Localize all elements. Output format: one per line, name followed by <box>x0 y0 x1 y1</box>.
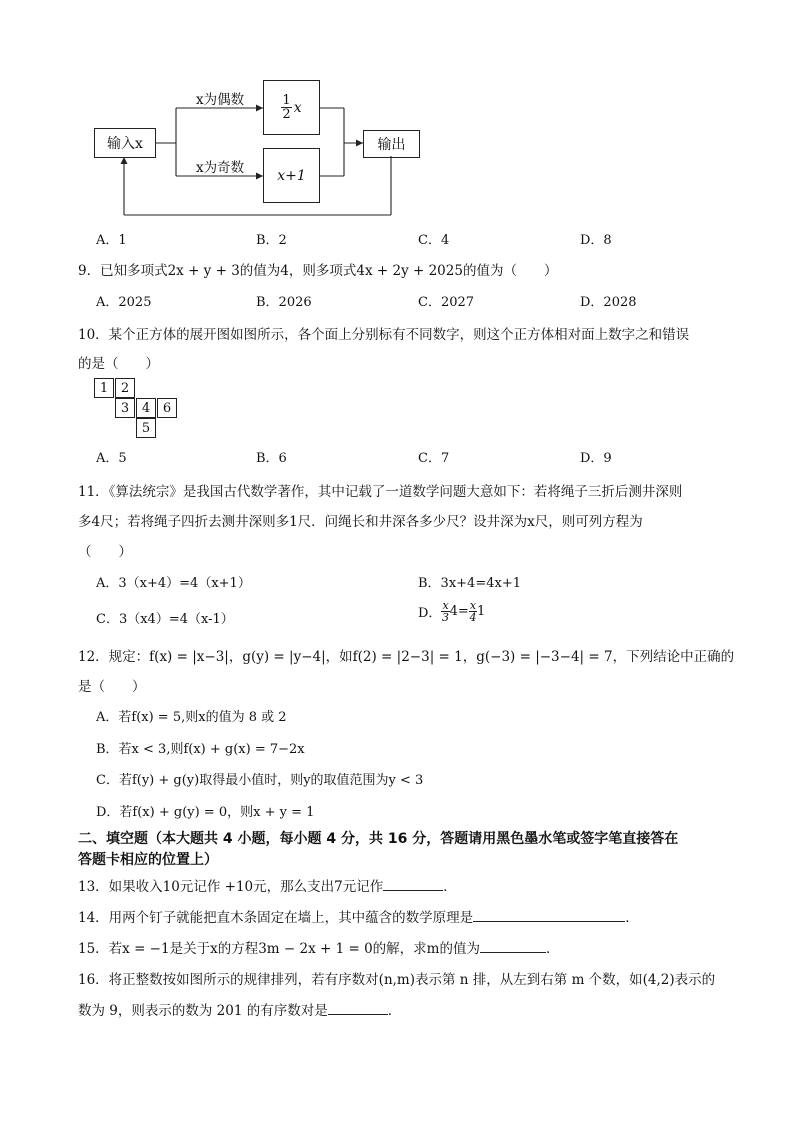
section-heading-line2: 答题卡相应的位置上） <box>78 852 218 868</box>
q10-option-c[interactable]: C．7 <box>418 451 450 466</box>
net-cell: 6 <box>157 398 177 418</box>
q15-answer-blank[interactable] <box>480 940 546 953</box>
section-heading-line1: 二、填空题（本大题共 4 小题，每小题 4 分，共 16 分，答题请用黑色墨水笔或签字笔直接答在 <box>78 831 679 847</box>
q12-stem-line2: 是（ ） <box>78 679 146 695</box>
q14: 14．用两个钉子就能把直木条固定在墙上，其中蕴含的数学原理是 ． <box>78 910 639 926</box>
q12-stem-line1: 12．规定：f(x) = |x−3|，g(y) = |y−4|，如f(2) = |2−3| = 1，g(−3) = |−3−4| = 7，下列结论中正确的 <box>78 649 735 665</box>
odd-op-label: x+1 <box>277 167 306 184</box>
net-cell: 1 <box>94 378 114 398</box>
even-op-box <box>263 80 320 135</box>
q8-option-b[interactable]: B．2 <box>256 233 287 248</box>
q10-option-d[interactable]: D．9 <box>580 451 612 466</box>
net-cell: 2 <box>115 378 135 398</box>
q16-stem-line2: 数为 9，则表示的数为 201 的有序数对是 ． <box>78 1003 402 1019</box>
q11-option-c[interactable]: C．3（x4）=4（x-1） <box>96 612 234 627</box>
q9-option-d[interactable]: D．2028 <box>580 295 637 310</box>
q11-stem-line2: 多4尺；若将绳子四折去测井深则多1尺．问绳长和井深各多少尺？设井深为x尺，则可列方程为 <box>78 514 643 530</box>
q8-option-d[interactable]: D．8 <box>580 233 612 248</box>
odd-op-box <box>263 148 320 203</box>
q11-option-d[interactable]: D． $\frac{x}{3}$ 4= $\frac{x}{4}$ 1 <box>418 599 486 624</box>
q11-option-b[interactable]: B．3x+4=4x+1 <box>418 576 521 591</box>
even-op-numerator: 1 <box>282 93 291 108</box>
q9-option-c[interactable]: C．2027 <box>418 295 475 310</box>
q9-option-b[interactable]: B．2026 <box>256 295 312 310</box>
q8-option-c[interactable]: C．4 <box>418 233 450 248</box>
even-op-denominator: 2 <box>282 107 291 122</box>
q9-stem: 9．已知多项式2x + y + 3的值为4，则多项式4x + 2y + 2025的值为（ ） <box>78 263 558 279</box>
q12-option-c[interactable]: C．若f(y) + g(y)取得最小值时，则y的取值范围为y < 3 <box>96 773 424 788</box>
q13: 13．如果收入10元记作 +10元，那么支出7元记作 ． <box>78 879 457 895</box>
q12-option-b[interactable]: B．若x < 3,则f(x) + g(x) = 7−2x <box>96 742 305 757</box>
net-cell: 5 <box>136 418 156 438</box>
even-label: x为偶数 <box>196 92 245 108</box>
input-box <box>94 128 156 158</box>
flowchart-connectors <box>0 0 794 240</box>
output-box <box>363 130 420 158</box>
even-op-variable: x <box>293 99 302 116</box>
q8-option-a[interactable]: A．1 <box>96 233 127 248</box>
q11-stem-line3: （ ） <box>78 544 132 560</box>
q10-option-b[interactable]: B．6 <box>256 451 287 466</box>
q13-answer-blank[interactable] <box>383 878 443 891</box>
net-cell: 4 <box>136 398 156 418</box>
q16-answer-blank[interactable] <box>328 1002 388 1015</box>
q15: 15．若x = −1是关于x的方程3m − 2x + 1 = 0的解，求m的值为 ． <box>78 941 560 957</box>
q10-option-a[interactable]: A．5 <box>96 451 127 466</box>
odd-label: x为奇数 <box>196 160 245 176</box>
q16-stem-line1: 16．将正整数按如图所示的规律排列，若有序数对(n,m)表示第 n 排，从左到右第 m 个数，如(4,2)表示的 <box>78 972 716 988</box>
output-label: 输出 <box>377 137 406 153</box>
net-cell: 3 <box>115 398 135 418</box>
q9-option-a[interactable]: A．2025 <box>96 295 152 310</box>
q12-option-a[interactable]: A．若f(x) = 5,则x的值为 8 或 2 <box>96 710 287 725</box>
input-label: 输入x <box>107 136 143 152</box>
q11-option-a[interactable]: A．3（x+4）=4（x+1） <box>96 576 251 591</box>
q14-answer-blank[interactable] <box>473 909 625 922</box>
q12-option-d[interactable]: D．若f(x) + g(y) = 0，则x + y = 1 <box>96 805 315 820</box>
q11-stem-line1: 11．《算法统宗》是我国古代数学著作，其中记载了一道数学问题大意如下：若将绳子三折后测井深则 <box>78 484 683 500</box>
q10-stem-line1: 10．某个正方体的展开图如图所示，各个面上分别标有不同数字，则这个正方体相对面上数字之和错误 <box>78 327 690 343</box>
q10-stem-line2: 的是（ ） <box>78 356 159 372</box>
